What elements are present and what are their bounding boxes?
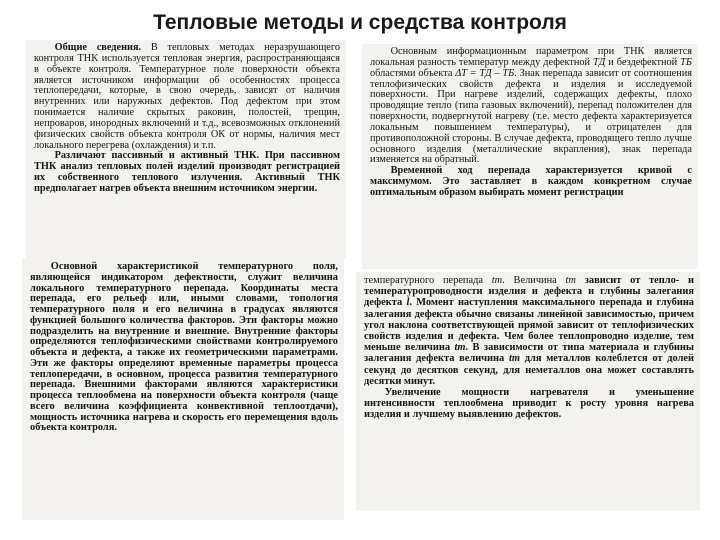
tnk-abbr: ТНК: [317, 172, 340, 184]
tm-symbol: tm: [565, 275, 576, 286]
tm-symbol: tm: [454, 342, 466, 354]
passive-active-text: Различают пассивный и активный ТНК. При пассивном ТНК анализ тепловых полей изделий производят регистрацией их собственного теплового излучения. Активный: [34, 150, 340, 184]
defectless-temp-symbol: ТБ: [680, 56, 692, 68]
registration-text: температурного перепада: [364, 275, 492, 286]
tm-symbol: tm: [508, 353, 520, 365]
registration-text-6: для металлов колеблется от долей секунд до десятков секунд, для неметаллов она может составлять десятки минут.: [364, 353, 694, 387]
registration-text-4: . Момент наступления максимального перепада и глубина залегания дефекта обычно связаны линейной зависимостью, причем угол наклона соответствующей прямой зависит от теплофизических свойств изделия и дефекта. Чем более теплопроводно изделие, тем меньше величина: [364, 297, 694, 354]
registration-moment-paragraph: [364, 275, 694, 387]
tm-symbol: tm: [491, 275, 503, 286]
heater-power-paragraph: Увеличение мощности нагревателя и уменьшение интенсивности теплообмена приводит к росту уровня нагрева изделия и лучшему выявлению дефектов.: [364, 387, 694, 421]
general-info-paragraph: [34, 43, 340, 151]
general-info-panel: [26, 40, 346, 258]
defect-temp-symbol: TД: [592, 56, 606, 68]
info-parameter-text-2: и бездефектной: [605, 56, 681, 68]
info-parameter-text-4: . Знак перепада зависит от соотношения теплофизических свойств дефекта и изделия и исследуемой поверхности. При нагреве изделий, содержащих дефекты, плохо проводящие тепло (типа газовых включений), перепад положителен для поверхности, подвергнутой нагреву (т.е. место дефекта характеризуется локальным повышением температуры), и отрицателен для противоположной стороны. В случае дефекта, проводящего тепло лучше основного изделия (металлические вкрапления), знак перепада изменяется на обратный.: [370, 67, 692, 166]
info-parameter-text: Основным информационным параметром при ТНК является локальная разность температур между дефектной: [370, 46, 692, 68]
info-parameter-text-3: областями объекта: [370, 67, 456, 79]
delta-t-formula: ΔT = TД – TБ: [455, 67, 515, 79]
main-characteristic-panel: [22, 258, 344, 520]
registration-text-5: . В зависимости от типа материала и глубины залегания дефекта величина: [364, 342, 694, 365]
registration-moment-panel: [356, 272, 700, 511]
passive-active-text-end: предполагает нагрев объекта внешним источником энергии.: [34, 182, 318, 194]
depth-symbol: l: [406, 297, 410, 309]
main-characteristic-paragraph: Основной характеристикой температурного поля, являющейся индикатором дефектности, служит величина локального температурного перепада. Координаты места перепада, его рельеф или, иными словами, топология температурного поля и его величина в градусах являются функцией большого количества факторов. Эти факторы можно подразделить на внутренние и внешние. Внутренние факторы определяются теплофизическими свойствами контролируемого объекта и дефекта, а также их геометрическими параметрами. Эти же факторы определяют временные параметры процесса теплопередачи, в основном, процесса развития температурного перепада. Внешними факторами являются характеристики процесса теплообмена на поверхности объекта контроля (чаще всего величина коэффициента конвективной теплоотдачи), мощность источника нагрева и скорость его перемещения вдоль объекта контроля.: [30, 261, 338, 434]
time-course-paragraph: Временной ход перепада характеризуется кривой с максимумом. Это заставляет в каждом конкретном случае оптимальным образом выбирать момент регистрации: [370, 165, 692, 198]
passive-active-paragraph: [34, 151, 340, 194]
registration-text-3: зависит от тепло- и температуропроводности изделия и дефекта и глубины залегания дефекта: [364, 275, 695, 309]
info-parameter-panel: [362, 44, 698, 269]
slide-title: Тепловые методы и средства контроля: [153, 11, 567, 34]
general-info-text: В тепловых методах неразрушающего контроля ТНК используется тепловая энергия, распространяющаяся в объекте контроля. Температурное поле поверхности объекта является источником информации об особенностях процесса теплопередачи, которые, в свою очередь, зависят от наличия внутренних или наружных дефектов. Под дефектом при этом понимается наличие скрытых раковин, полостей, трещин, непроваров, инородных включений и т.д., всевозможных отклонений физических свойств объекта контроля ОК от нормы, наличия мест локального перегрева (охлаждения) и т.п.: [34, 42, 340, 151]
general-info-heading: Общие сведения.: [54, 42, 142, 53]
registration-text-2: . Величина: [502, 275, 566, 286]
info-parameter-paragraph: [370, 47, 692, 166]
